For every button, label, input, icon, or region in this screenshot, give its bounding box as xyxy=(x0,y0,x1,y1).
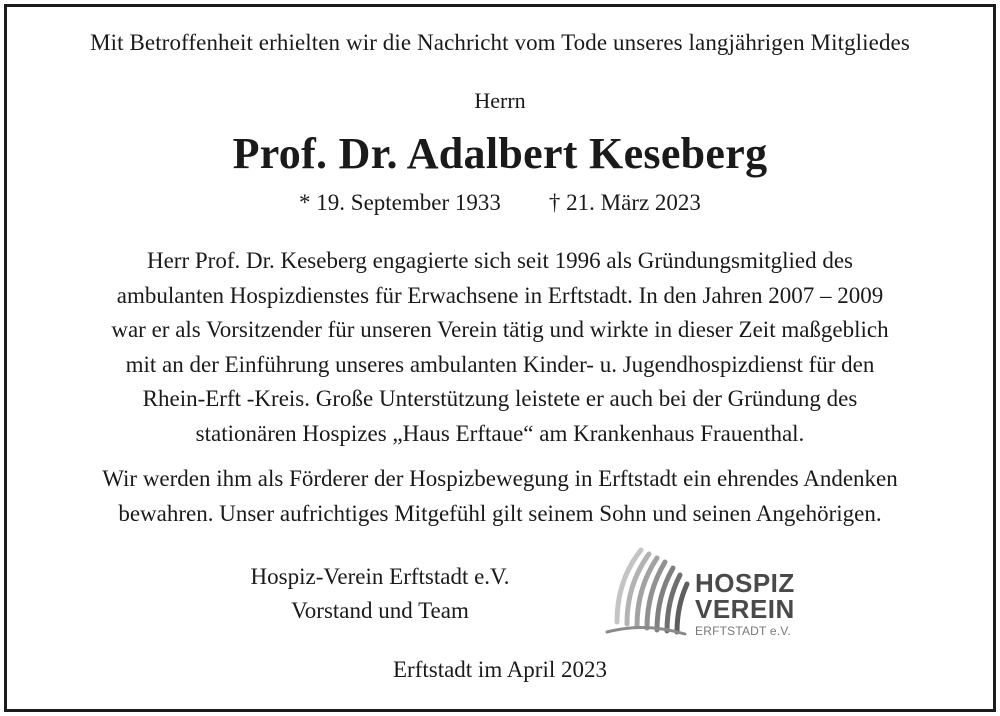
signature-team: Vorstand und Team xyxy=(291,598,469,623)
place-and-date: Erftstadt im April 2023 xyxy=(392,657,607,682)
signature-block xyxy=(170,560,590,628)
intro-text: Mit Betroffenheit erhielten wir die Nachricht vom Tode unseres langjährigen Mitgliedes xyxy=(90,30,910,55)
condolence-paragraph xyxy=(0,462,1000,531)
tribute-line: stationären Hospizes „Haus Erftaue“ am Krankenhaus Frauenthal. xyxy=(195,420,805,446)
signature-organization: Hospiz-Verein Erftstadt e.V. xyxy=(250,564,510,589)
hospiz-verein-logo xyxy=(605,542,805,642)
logo-text-verein: VEREIN xyxy=(695,594,795,624)
tribute-line: Herr Prof. Dr. Keseberg engagierte sich seit 1996 als Gründungsmitglied des xyxy=(146,248,854,273)
logo-text-hospiz: HOSPIZ xyxy=(695,568,795,598)
tribute-line: ambulanten Hospizdienstes für Erwachsene in Erftstadt. In den Jahren 2007 – 2009 xyxy=(116,282,884,308)
salutation: Herrn xyxy=(474,88,526,113)
tribute-line: mit an der Einführung unseres ambulanten Kinder- u. Jugendhospizdienst für den xyxy=(125,351,875,377)
death-date: † 21. März 2023 xyxy=(548,190,701,215)
deceased-name: Prof. Dr. Adalbert Keseberg xyxy=(232,129,768,178)
life-dates xyxy=(0,190,1000,216)
logo-text-erftstadt: ERFTSTADT e.V. xyxy=(695,624,791,638)
tribute-paragraph xyxy=(0,244,1000,451)
condolence-line: Wir werden ihm als Förderer der Hospizbewegung in Erftstadt ein ehrendes Andenken xyxy=(102,466,898,491)
logo-arcs-icon xyxy=(605,542,697,642)
birth-date: * 19. September 1933 xyxy=(299,190,501,215)
condolence-line: bewahren. Unser aufrichtiges Mitgefühl gilt seinem Sohn und seinen Angehörigen. xyxy=(118,500,882,526)
tribute-line: Rhein-Erft -Kreis. Große Unterstützung leistete er auch bei der Gründung des xyxy=(142,386,858,411)
tribute-line: war er als Vorsitzender für unseren Verein tätig und wirkte in dieser Zeit maßgeblich xyxy=(111,317,889,342)
